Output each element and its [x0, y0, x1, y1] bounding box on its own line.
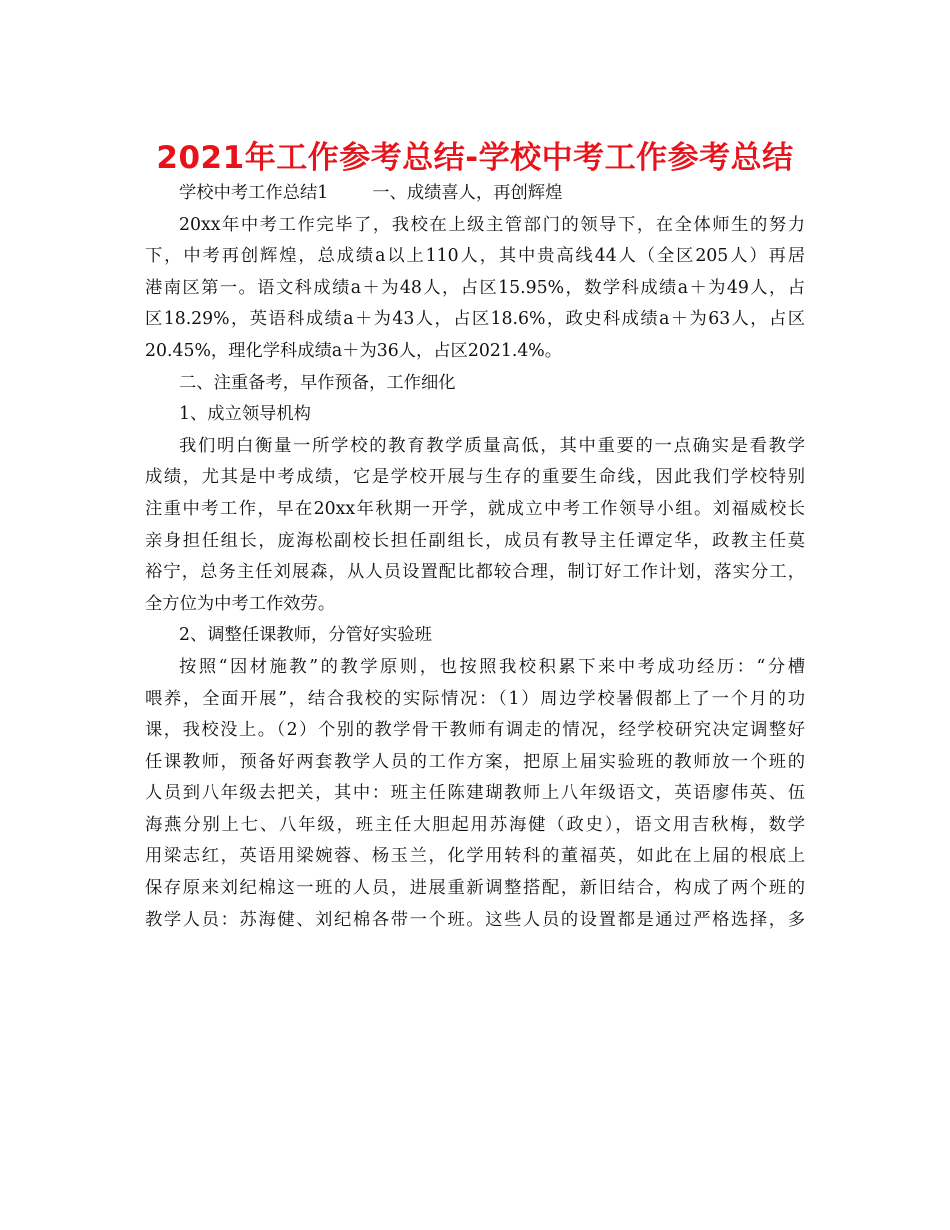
paragraph-line: 全方位为中考工作效劳。 [145, 593, 336, 614]
paragraph-line: 20.45%，理化学科成绩a＋为36人，占区2021.4%。 [145, 340, 563, 361]
subsection-heading: 2、调整任课教师，分管好实验班 [179, 625, 432, 646]
paragraph-line: 20xx年中考工作完毕了，我校在上级主管部门的领导下，在全体师生的努力 [179, 214, 805, 235]
paragraph-line: 课，我校没上。（2）个别的教学骨干教师有调走的情况，经学校研究决定调整好 [145, 720, 805, 741]
paragraph-line: 人员到八年级去把关，其中：班主任陈建瑚教师上八年级语文，英语廖伟英、伍 [145, 783, 805, 804]
paragraph-line: 区18.29%，英语科成绩a＋为43人，占区18.6%，政史科成绩a＋为63人，占区 [145, 309, 805, 330]
paragraph-line: 港南区第一。语文科成绩a＋为48人，占区15.95%，数学科成绩a＋为49人，占 [145, 277, 805, 298]
paragraph-line: 亲身担任组长，庞海松副校长担任副组长，成员有教导主任谭定华，政教主任莫 [145, 530, 805, 551]
paragraph-line: 海燕分别上七、八年级，班主任大胆起用苏海健（政史），语文用吉秋梅，数学 [145, 814, 805, 835]
section-heading: 二、注重备考，早作预备，工作细化 [179, 372, 456, 393]
document-body [145, 178, 805, 936]
paragraph-line: 按照“因材施教”的教学原则，也按照我校积累下来中考成功经历：“分槽 [179, 656, 805, 677]
subsection-heading: 1、成立领导机构 [179, 404, 311, 425]
paragraph-line: 喂养，全面开展”，结合我校的实际情况：（1）周边学校暑假都上了一个月的功 [145, 688, 805, 709]
paragraph-line: 注重中考工作，早在20xx年秋期一开学，就成立中考工作领导小组。刘福威校长 [145, 498, 805, 519]
paragraph-line: 用梁志红，英语用梁婉蓉、杨玉兰，化学用转科的董福英，如此在上届的根底上 [145, 846, 805, 867]
subtitle-right: 一、成绩喜人，再创辉煌 [372, 183, 563, 203]
subtitle-left: 学校中考工作总结1 [179, 183, 329, 203]
paragraph-line: 裕宁，总务主任刘展森，从人员设置配比都较合理，制订好工作计划，落实分工， [145, 562, 805, 583]
paragraph-line: 成绩，尤其是中考成绩，它是学校开展与生存的重要生命线，因此我们学校特别 [145, 467, 805, 488]
paragraph-line: 保存原来刘纪棉这一班的人员，进展重新调整搭配，新旧结合，构成了两个班的 [145, 878, 805, 899]
subtitle-line [145, 178, 805, 210]
paragraph-line: 我们明白衡量一所学校的教育教学质量高低，其中重要的一点确实是看教学 [179, 435, 805, 456]
paragraph-line: 教学人员：苏海健、刘纪棉各带一个班。这些人员的设置都是通过严格选择，多 [145, 909, 805, 930]
paragraph-line: 任课教师，预备好两套教学人员的工作方案，把原上届实验班的教师放一个班的 [145, 751, 805, 772]
paragraph-line: 下，中考再创辉煌，总成绩a以上110人，其中贵高线44人（全区205人）再居 [145, 246, 805, 267]
document-title: 2021年工作参考总结-学校中考工作参考总结 [156, 140, 794, 176]
